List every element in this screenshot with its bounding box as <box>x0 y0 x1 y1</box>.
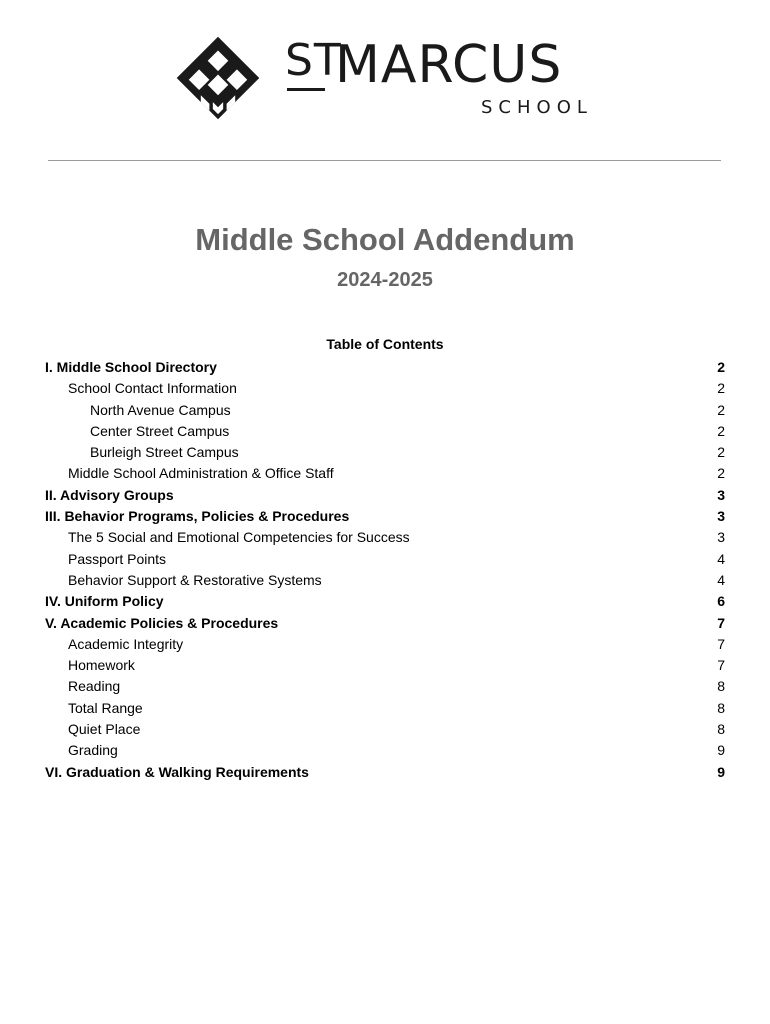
toc-entry-page: 3 <box>717 486 725 503</box>
toc-entry-label: Passport Points <box>68 550 167 567</box>
toc-entry-page: 2 <box>717 422 725 439</box>
toc-entry-page: 9 <box>717 763 725 780</box>
toc-entry[interactable] <box>45 549 725 570</box>
toc-entry-page: 3 <box>717 508 725 525</box>
toc-entry-label: Total Range <box>68 699 143 716</box>
toc-entry[interactable] <box>45 655 725 676</box>
toc-entry-label: III. Behavior Programs, Policies & Procedures <box>45 508 350 525</box>
toc-entry[interactable] <box>45 570 725 591</box>
toc-entry-page: 7 <box>717 614 725 631</box>
toc-entry-page: 4 <box>717 550 725 567</box>
toc-entry-label: Behavior Support & Restorative Systems <box>68 571 322 588</box>
header-divider <box>48 160 721 161</box>
toc-entry-page: 9 <box>717 742 725 759</box>
toc-entry[interactable] <box>45 400 725 421</box>
toc-entry-label: Reading <box>68 678 121 695</box>
toc-entry[interactable] <box>45 676 725 697</box>
toc-entry-page: 2 <box>717 380 725 397</box>
toc-entry-page: 8 <box>717 678 725 695</box>
logo-school-text: SCHOOL <box>481 97 593 118</box>
toc-entry-page: 3 <box>717 529 725 546</box>
toc-entry-page: 6 <box>717 593 725 610</box>
toc-entry-page: 7 <box>717 635 725 652</box>
toc-entry[interactable] <box>45 613 725 634</box>
table-of-contents <box>45 357 725 783</box>
toc-entry-label: II. Advisory Groups <box>45 486 174 503</box>
toc-entry[interactable] <box>45 421 725 442</box>
toc-entry-label: Burleigh Street Campus <box>90 444 239 461</box>
toc-entry-label: V. Academic Policies & Procedures <box>45 614 279 631</box>
toc-entry-label: Center Street Campus <box>90 422 230 439</box>
toc-entry-page: 2 <box>717 465 725 482</box>
toc-heading: Table of Contents <box>326 336 444 352</box>
document-subtitle: 2024-2025 <box>337 269 433 291</box>
toc-entry[interactable] <box>45 485 725 506</box>
toc-entry-label: School Contact Information <box>68 380 237 397</box>
logo-st-underline <box>287 88 325 91</box>
logo-mark-icon <box>175 35 261 121</box>
toc-entry-page: 2 <box>717 359 725 375</box>
toc-entry-label: Academic Integrity <box>68 635 184 652</box>
toc-entry[interactable] <box>45 357 725 378</box>
toc-entry[interactable] <box>45 527 725 548</box>
school-logo <box>175 33 595 123</box>
toc-entry-label: I. Middle School Directory <box>45 359 217 375</box>
toc-entry[interactable] <box>45 719 725 740</box>
toc-entry-label: The 5 Social and Emotional Competencies for Success <box>68 529 410 546</box>
toc-entry-label: Middle School Administration & Office Staff <box>68 465 334 482</box>
toc-entry[interactable] <box>45 463 725 484</box>
toc-entry-page: 8 <box>717 721 725 738</box>
toc-entry-page: 8 <box>717 699 725 716</box>
toc-entry[interactable] <box>45 378 725 399</box>
toc-entry[interactable] <box>45 762 725 783</box>
toc-entry-page: 4 <box>717 571 725 588</box>
toc-entry-page: 2 <box>717 444 725 461</box>
document-title: Middle School Addendum <box>195 222 575 257</box>
toc-entry-page: 7 <box>717 657 725 674</box>
toc-entry-label: VI. Graduation & Walking Requirements <box>45 763 309 780</box>
toc-entry[interactable] <box>45 698 725 719</box>
logo-name-text: MARCUS <box>335 35 563 95</box>
toc-entry[interactable] <box>45 442 725 463</box>
toc-entry-page: 2 <box>717 401 725 418</box>
logo-st-text: ST <box>285 35 342 86</box>
toc-entry-label: IV. Uniform Policy <box>45 593 164 610</box>
toc-entry-label: Quiet Place <box>68 721 141 738</box>
toc-entry[interactable] <box>45 591 725 612</box>
toc-entry[interactable] <box>45 634 725 655</box>
toc-entry-label: North Avenue Campus <box>90 401 231 418</box>
toc-entry[interactable] <box>45 506 725 527</box>
toc-entry-label: Grading <box>68 742 118 759</box>
toc-entry-label: Homework <box>68 657 135 674</box>
toc-entry[interactable] <box>45 740 725 761</box>
